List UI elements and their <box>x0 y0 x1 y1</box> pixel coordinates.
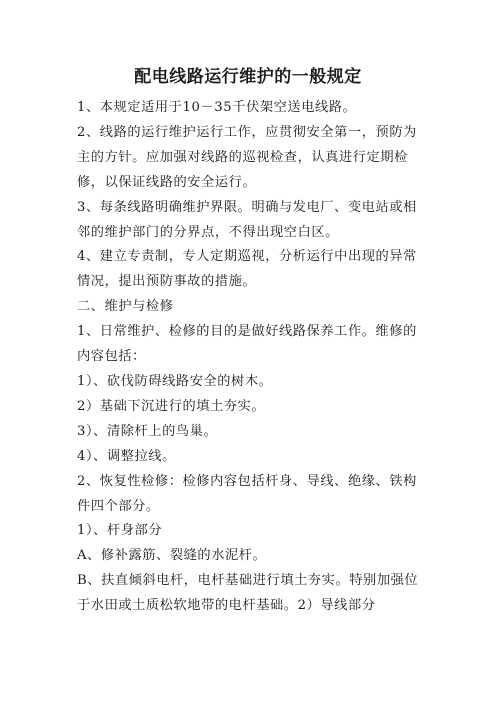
document-body <box>77 96 429 619</box>
paragraph-policy: 2、线路的运行维护运行工作，应贯彻安全第一，预防为主的方针。应加强对线路的巡视检查，认真进行定期检修，以保证线路的安全运行。 <box>77 124 417 190</box>
paragraph-restorative-repair: 2、恢复性检修：检修内容包括杆身、导线、绝缘、铁构件四个部分。 <box>77 473 417 514</box>
list-item-guy-wire: 4）、调整拉线。 <box>77 448 176 464</box>
section-heading-maintenance: 二、维护与检修 <box>77 299 174 315</box>
document-title: 配电线路运行维护的一般规定 <box>134 67 362 87</box>
paragraph-scope: 1、本规定适用于10－35千伏架空送电线路。 <box>77 100 357 115</box>
list-item-bird-nests: 3）、清除杆上的鸟巢。 <box>77 423 218 439</box>
subheading-pole-body: 1）、杆身部分 <box>77 523 163 539</box>
list-item-foundation-fill: 2）基础下沉进行的填土夯实。 <box>77 398 266 414</box>
list-item-straighten-poles: B、扶直倾斜电杆，电杆基础进行填土夯实。特别加强位于水田或土质松软地带的电杆基础。2）导线部分 <box>77 573 419 614</box>
paragraph-responsibility: 4、建立专责制，专人定期巡视，分析运行中出现的异常情况，提出预防事故的措施。 <box>77 249 417 290</box>
paragraph-daily-maintenance: 1、日常维护、检修的目的是做好线路保养工作。维修的内容包括： <box>77 324 417 365</box>
list-item-tree-cutting: 1）、砍伐防碍线路安全的树木。 <box>77 373 273 389</box>
paragraph-boundaries: 3、每条线路明确维护界限。明确与发电厂、变电站或相邻的维护部门的分界点，不得出现空白区。 <box>77 199 417 240</box>
list-item-repair-concrete: A、修补露筋、裂缝的水泥杆。 <box>77 548 267 564</box>
